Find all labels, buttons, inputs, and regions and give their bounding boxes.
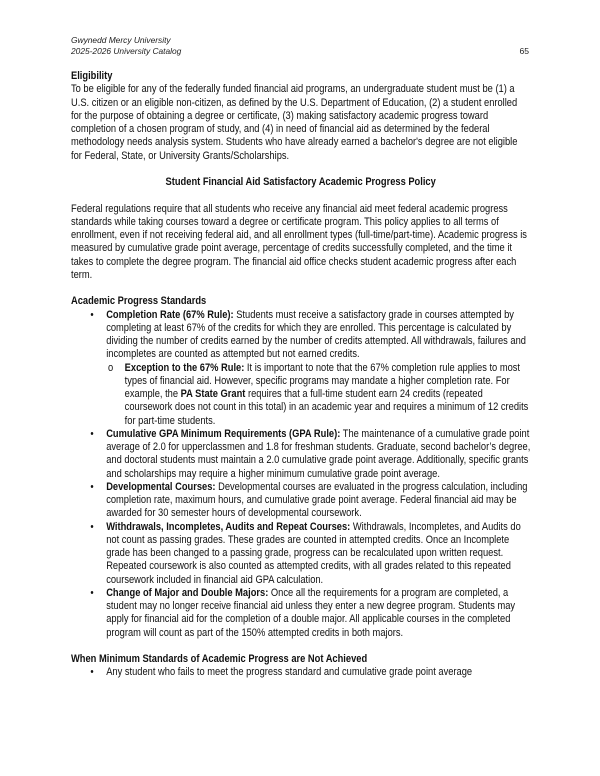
bullet-icon: •	[90, 586, 94, 599]
eligibility-heading: Eligibility	[71, 70, 113, 82]
item-text: requires that a full-time student earn 24 credits (repeated coursework does not count in this total) in an academic year and requires a minimum of 12 credits for part-time students.	[124, 388, 529, 427]
sub-bullet-icon: o	[107, 361, 114, 374]
item-text: Once all the requirements for a program are completed, a student may no longer receive financial aid unless they enter a new degree program. Students may apply for financial aid for the completion of a double major. All applicable courses in the completed program will count as part of the 150% attempted credits in both majors.	[106, 586, 516, 639]
bullet-icon: •	[90, 480, 94, 493]
list-item	[71, 428, 530, 481]
bullet-icon: •	[90, 308, 94, 321]
item-label: Developmental Courses:	[106, 480, 216, 493]
policy-heading: Student Financial Aid Satisfactory Academic Progress Policy	[165, 176, 436, 188]
eligibility-paragraph: To be eligible for any of the federally funded financial aid programs, an undergraduate student must be (1) a U.S. citizen or an eligible non-citizen, as defined by the U.S. Department of Education, (2) a student enrolled for the purpose of obtaining a degree or certificate, (3) making satisfactory academic progress toward completion of a chosen program of study, and (4) in need of financial aid as determined by the federal methodology needs analysis system. Students who have already earned a bachelor's degree are not eligible for Federal, State, or University Grants/Scholarships.	[71, 83, 518, 162]
list-item	[71, 481, 530, 521]
sub-list-item	[71, 362, 530, 428]
list-item	[71, 309, 530, 362]
bullet-icon: •	[90, 427, 94, 440]
not-achieved-heading: When Minimum Standards of Academic Progress are Not Achieved	[71, 653, 368, 665]
item-text: Students must receive a satisfactory grade in courses attempted by completing at least 67% of the credits for which they are enrolled. This percentage is calculated by dividing the number of credits earned by the number of credits attempted. All withdrawals, failures and incompletes are counted as attempted but not earned credits.	[106, 308, 526, 361]
item-text: It is important to note that the 67% completion rule applies to most types of financial aid. However, specific programs may mandate a higher completion rate. For example, the	[124, 361, 521, 400]
standards-heading: Academic Progress Standards	[71, 295, 207, 308]
standards-list	[71, 309, 530, 640]
item-text: The maintenance of a cumulative grade point average of 2.0 for upperclassmen and 1.8 for freshman students. Graduate, second bachelor’s degree, and doctoral students must maintain a 2.0 cumulative grade point average. Additionally, specific grants and scholarships may require a higher minimum cumulative grade point average.	[106, 427, 531, 480]
item-emphasis: PA State Grant	[180, 388, 246, 400]
list-item	[71, 666, 530, 679]
document-body	[71, 70, 530, 680]
page-number: 65	[519, 46, 529, 56]
header-catalog: 2025-2026 University Catalog	[71, 46, 182, 56]
item-label: Cumulative GPA Minimum Requirements (GPA Rule):	[106, 427, 341, 440]
item-text: Any student who fails to meet the progress standard and cumulative grade point average	[106, 666, 473, 679]
bullet-icon: •	[90, 520, 94, 533]
bullet-icon: •	[90, 666, 94, 679]
header-institution: Gwynedd Mercy University	[71, 35, 171, 45]
item-label: Change of Major and Double Majors:	[106, 586, 269, 599]
item-label: Exception to the 67% Rule:	[124, 361, 245, 374]
item-label: Withdrawals, Incompletes, Audits and Repeat Courses:	[106, 520, 351, 533]
not-achieved-list	[71, 666, 530, 679]
list-item	[71, 587, 530, 640]
item-text: Withdrawals, Incompletes, and Audits do not count as passing grades. These grades are counted in attempted credits. Once an Incomplete grade has been changed to a passing grade, progress can be recalculated upon written request. Repeated coursework is also counted as attempted credits, with all grades related to this repeated coursework included in financial aid GPA calculation.	[106, 520, 521, 586]
policy-paragraph: Federal regulations require that all students who receive any financial aid meet federal academic progress standards while taking courses toward a degree or certificate program. This policy applies to all terms of enrollment, even if not receiving federal aid, and all enrollment types (full-time/part-time). Academic progress is measured by cumulative grade point average, percentage of credits successfully completed, and the time it takes to complete the degree program. The financial aid office checks student academic progress after each term.	[71, 202, 527, 281]
list-item	[71, 521, 530, 587]
item-text: Developmental courses are evaluated in the progress calculation, including completion rate, maximum hours, and cumulative grade point average. Federal financial aid may be awarded for 30 semester hours of developmental coursework.	[106, 480, 528, 520]
item-label: Completion Rate (67% Rule):	[106, 308, 234, 321]
